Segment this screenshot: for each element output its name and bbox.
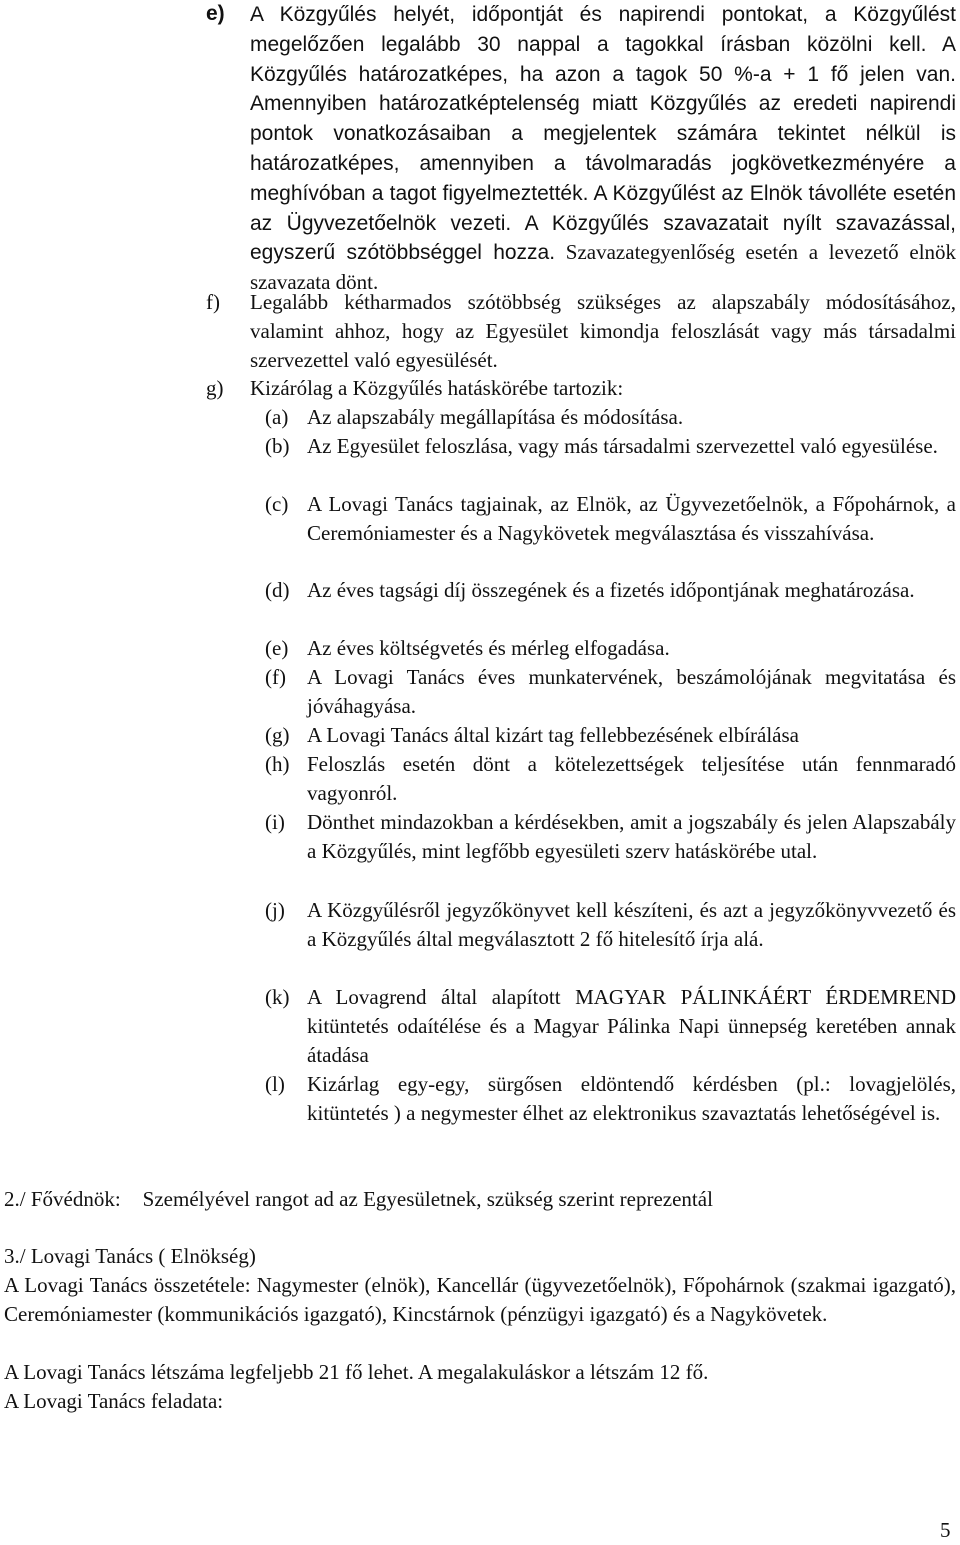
- sub-item-label: (c): [265, 492, 289, 516]
- sub-item-c: [265, 490, 956, 548]
- section-3-tasks: A Lovagi Tanács feladata:: [4, 1389, 224, 1413]
- sub-item-i: [265, 808, 956, 866]
- list-item-f: [206, 288, 956, 374]
- sub-item-text: Feloszlás esetén dönt a kötelezettségek teljesítése után fennmaradó vagyonról.: [307, 752, 956, 805]
- item-e-text-a: A Közgyűlés helyét, időpontját és napirendi pontokat, a Közgyűlést megelőzően legalább 30 nappal a tagokkal írásban közölni kell. A Közgyűlés határozatképes, ha azon a tagok 50 %-a + 1 fő jelen van.: [250, 3, 956, 86]
- list-item-g: [206, 374, 956, 403]
- sub-item-text: Dönthet mindazokban a kérdésekben, amit a jogszabály és jelen Alapszabály a Közgyűlés, mint legfőbb egyesületi szerv hatáskörébe utal.: [307, 810, 956, 863]
- sub-item-text: A Lovagi Tanács tagjainak, az Elnök, az Ügyvezetőelnök, a Főpohárnok, a Ceremóniamester és a Nagykövetek megválasztása és visszahívása.: [307, 492, 956, 545]
- sub-item-label: (i): [265, 810, 285, 834]
- section-3-headcount: A Lovagi Tanács létszáma legfeljebb 21 fő lehet. A megalakuláskor a létszám 12 fő.: [4, 1360, 709, 1384]
- sub-item-label: (d): [265, 578, 290, 602]
- sub-item-j: [265, 896, 956, 954]
- sub-item-label: (j): [265, 898, 285, 922]
- sub-item-e: [265, 634, 956, 663]
- sub-item-b: [265, 432, 956, 461]
- item-text: Legalább kétharmados szótöbbség szükséges az alapszabály módosításához, valamint ahhoz, hogy az Egyesület kimondja feloszlását vagy más társadalmi szervezettel való egyesülését.: [250, 290, 956, 372]
- sub-item-d: [265, 576, 956, 605]
- sub-item-g: [265, 721, 956, 750]
- section-2-text: Személyével rangot ad az Egyesületnek, szükség szerint reprezentál: [142, 1187, 713, 1211]
- sub-item-text: Kizárlag egy-egy, sürgősen eldöntendő kérdésben (pl.: lovagjelölés, kitüntetés ) a negymester élhet az elektronikus szavaztatás lehetőségével is.: [307, 1072, 956, 1125]
- sub-item-text: A Közgyűlésről jegyzőkönyvet kell készíteni, és azt a jegyzőkönyvvezető és a Közgyűlés által megválasztott 2 fő hitelesítő írja alá.: [307, 898, 956, 951]
- sub-item-l: [265, 1070, 956, 1128]
- sub-item-label: (g): [265, 723, 290, 747]
- sub-item-text: A Lovagi Tanács éves munkatervének, beszámolójának megvitatása és jóváhagyása.: [307, 665, 956, 718]
- sub-item-label: (k): [265, 985, 290, 1009]
- sub-item-label: (h): [265, 752, 290, 776]
- page-number: 5: [940, 1518, 951, 1542]
- sub-item-text: Az éves tagsági díj összegének és a fizetés időpontjának meghatározása.: [307, 578, 915, 602]
- sub-item-text: A Lovagi Tanács által kizárt tag fellebbezésének elbírálása: [307, 723, 799, 747]
- section-2-heading: 2./ Fővédnök:: [4, 1187, 121, 1211]
- sub-item-label: (f): [265, 665, 286, 689]
- section-3-heading: 3./ Lovagi Tanács ( Elnökség): [4, 1244, 256, 1268]
- section-3-composition: A Lovagi Tanács összetétele: Nagymester (elnök), Kancellár (ügyvezetőelnök), Főpohárnok (szakmai igazgató), Ceremóniamester (kommunikációs igazgató), Kincstárnok (pénzügyi igazgató) és a Nagykövetek.: [4, 1273, 956, 1326]
- item-label: e): [206, 2, 225, 25]
- sub-item-f: [265, 663, 956, 721]
- list-item-e: [206, 0, 956, 297]
- sub-item-k: [265, 983, 956, 1069]
- item-text: [250, 0, 956, 297]
- sub-item-label: (a): [265, 405, 289, 429]
- item-e-text-c: Szavazategyenlőség esetén a levezető elnök szavazata dönt.: [250, 240, 957, 295]
- sub-item-label: (l): [265, 1072, 285, 1096]
- sub-item-text: Az Egyesület feloszlása, vagy más társadalmi szervezettel való egyesülése.: [307, 434, 938, 458]
- sub-item-text: Az éves költségvetés és mérleg elfogadása.: [307, 636, 670, 660]
- sub-item-label: (e): [265, 636, 289, 660]
- item-text: Kizárólag a Közgyűlés hatáskörébe tartozik:: [250, 376, 624, 400]
- sub-item-a: [265, 403, 956, 432]
- section-2: [4, 1185, 956, 1214]
- sub-item-text: A Lovagrend által alapított MAGYAR PÁLINKÁÉRT ÉRDEMREND kitüntetés odaítélése és a Magyar Pálinka Napi ünnepség keretében annak átadása: [307, 985, 956, 1067]
- sub-item-label: (b): [265, 434, 290, 458]
- item-e-text-b: Amennyiben határozatképtelenség miatt Közgyűlés az eredeti napirendi pontok vonatkozásaiban a megjelentek számára tekintet nélkül is határozatképes, amennyiben a távolmaradás jogkövetkezményére a meghívóban a tagot figyelmeztették. A Közgyűlést az Elnök távolléte esetén az Ügyvezetőelnök vezeti. A Közgyűlés szavazatait nyílt szavazással, egyszerű szótöbbséggel hozza.: [250, 92, 956, 265]
- sub-item-h: [265, 750, 956, 808]
- item-label: f): [206, 290, 220, 314]
- item-label: g): [206, 376, 224, 400]
- sub-item-text: Az alapszabály megállapítása és módosítása.: [307, 405, 684, 429]
